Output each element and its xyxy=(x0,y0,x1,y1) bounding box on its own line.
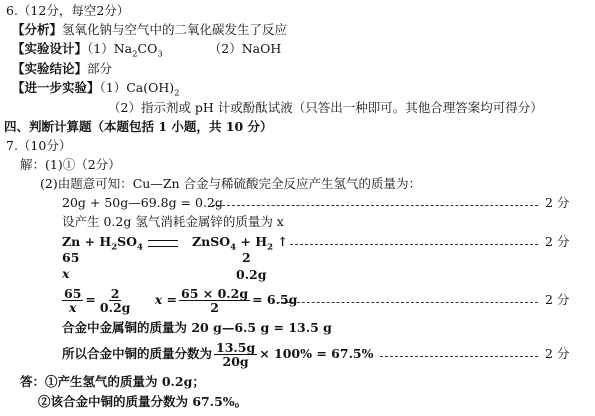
design-answer-1: $(1)Na_2CO_3$ xyxy=(87,41,163,60)
answer-2: ②该合金中铜的质量分数为 67.5%。 xyxy=(38,394,248,409)
score-3: 2 分 xyxy=(545,292,570,307)
ratio-x: x xyxy=(62,266,70,281)
equation-equals-sign xyxy=(148,240,178,247)
cu-fraction: 所以合金中铜的质量分数为 $\frac{13.5g}{20g}$ × 100% = 67.5% xyxy=(62,340,374,369)
proportion: $\frac{65}{x}$ = $\frac{2}{0.2g}$ x = $\frac{65 \times 0.2g}{2}$ = 6.5g xyxy=(64,286,298,315)
q6-header: 6.（12分，每空2分） xyxy=(6,3,130,18)
analysis-label: 【分析】 xyxy=(12,22,63,37)
score-4: 2 分 xyxy=(545,346,570,361)
conclusion-label: 【实验结论】 xyxy=(12,61,88,76)
cu-mass: 合金中金属铜的质量为 20 g—6.5 g = 13.5 g xyxy=(62,320,332,335)
x-result: = 6.5g xyxy=(252,292,298,307)
analysis-text: 氢氧化钠与空气中的二氧化碳发生了反应 xyxy=(62,22,288,37)
q6-analysis xyxy=(12,22,287,38)
q7-solution-2: (2)由题意可知：Cu—Zn 合金与稀硫酸完全反应产生氢气的质量为： xyxy=(40,176,422,191)
design-label: 【实验设计】 xyxy=(12,41,88,56)
fraction-x-calc: $\frac{65 \times 0.2g}{2}$ xyxy=(181,286,249,315)
fraction-cu: $\frac{13.5g}{20g}$ xyxy=(216,340,256,369)
x-equals: x = xyxy=(154,292,178,307)
q6-further-line2: （2）指示剂或 pH 计或酚酞试液（只答出一种即可。其他合理答案均可得分） xyxy=(108,100,543,115)
further-answer-1: $(1)Ca(OH)_2$ xyxy=(99,80,180,99)
q6-conclusion xyxy=(12,61,112,77)
ratio-02g: 0.2g xyxy=(236,267,267,282)
q6-further xyxy=(12,80,180,99)
leader-line-4 xyxy=(380,356,538,357)
equation-left: $Zn + H_2SO_4$ xyxy=(62,234,143,253)
conclusion-text: 部分 xyxy=(87,61,113,76)
ratio-2: 2 xyxy=(242,250,251,265)
ratio-65: 65 xyxy=(62,250,80,265)
q7-header: 7.（10分） xyxy=(6,138,72,153)
mass-calc: 20g + 50g—69.8g = 0.2g xyxy=(62,195,223,210)
section-title: 四、判断计算题（本题包括 1 小题，共 10 分） xyxy=(4,119,273,134)
leader-line-3 xyxy=(272,302,538,303)
fraction-65-over-x: $\frac{65}{x}$ xyxy=(64,286,82,315)
let-text: 设产生 0.2g 氢气消耗金属锌的质量为 x xyxy=(62,214,284,229)
score-1: 2 分 xyxy=(545,195,570,210)
answer-1: 答：①产生氢气的质量为 0.2g； xyxy=(20,374,205,389)
leader-line-1 xyxy=(212,205,538,206)
q6-design xyxy=(12,41,282,60)
further-label: 【进一步实验】 xyxy=(12,80,100,95)
q7-solution-1: 解：(1)①（2分） xyxy=(20,157,121,172)
design-answer-2: （2）NaOH xyxy=(208,41,282,56)
equation-right: ZnSO$_4$ + $H_2$ ↑ xyxy=(192,234,288,253)
fraction-2-over-02g: $\frac{2}{0.2g}$ xyxy=(99,286,131,315)
score-2: 2 分 xyxy=(545,234,570,249)
leader-line-2 xyxy=(290,244,538,245)
